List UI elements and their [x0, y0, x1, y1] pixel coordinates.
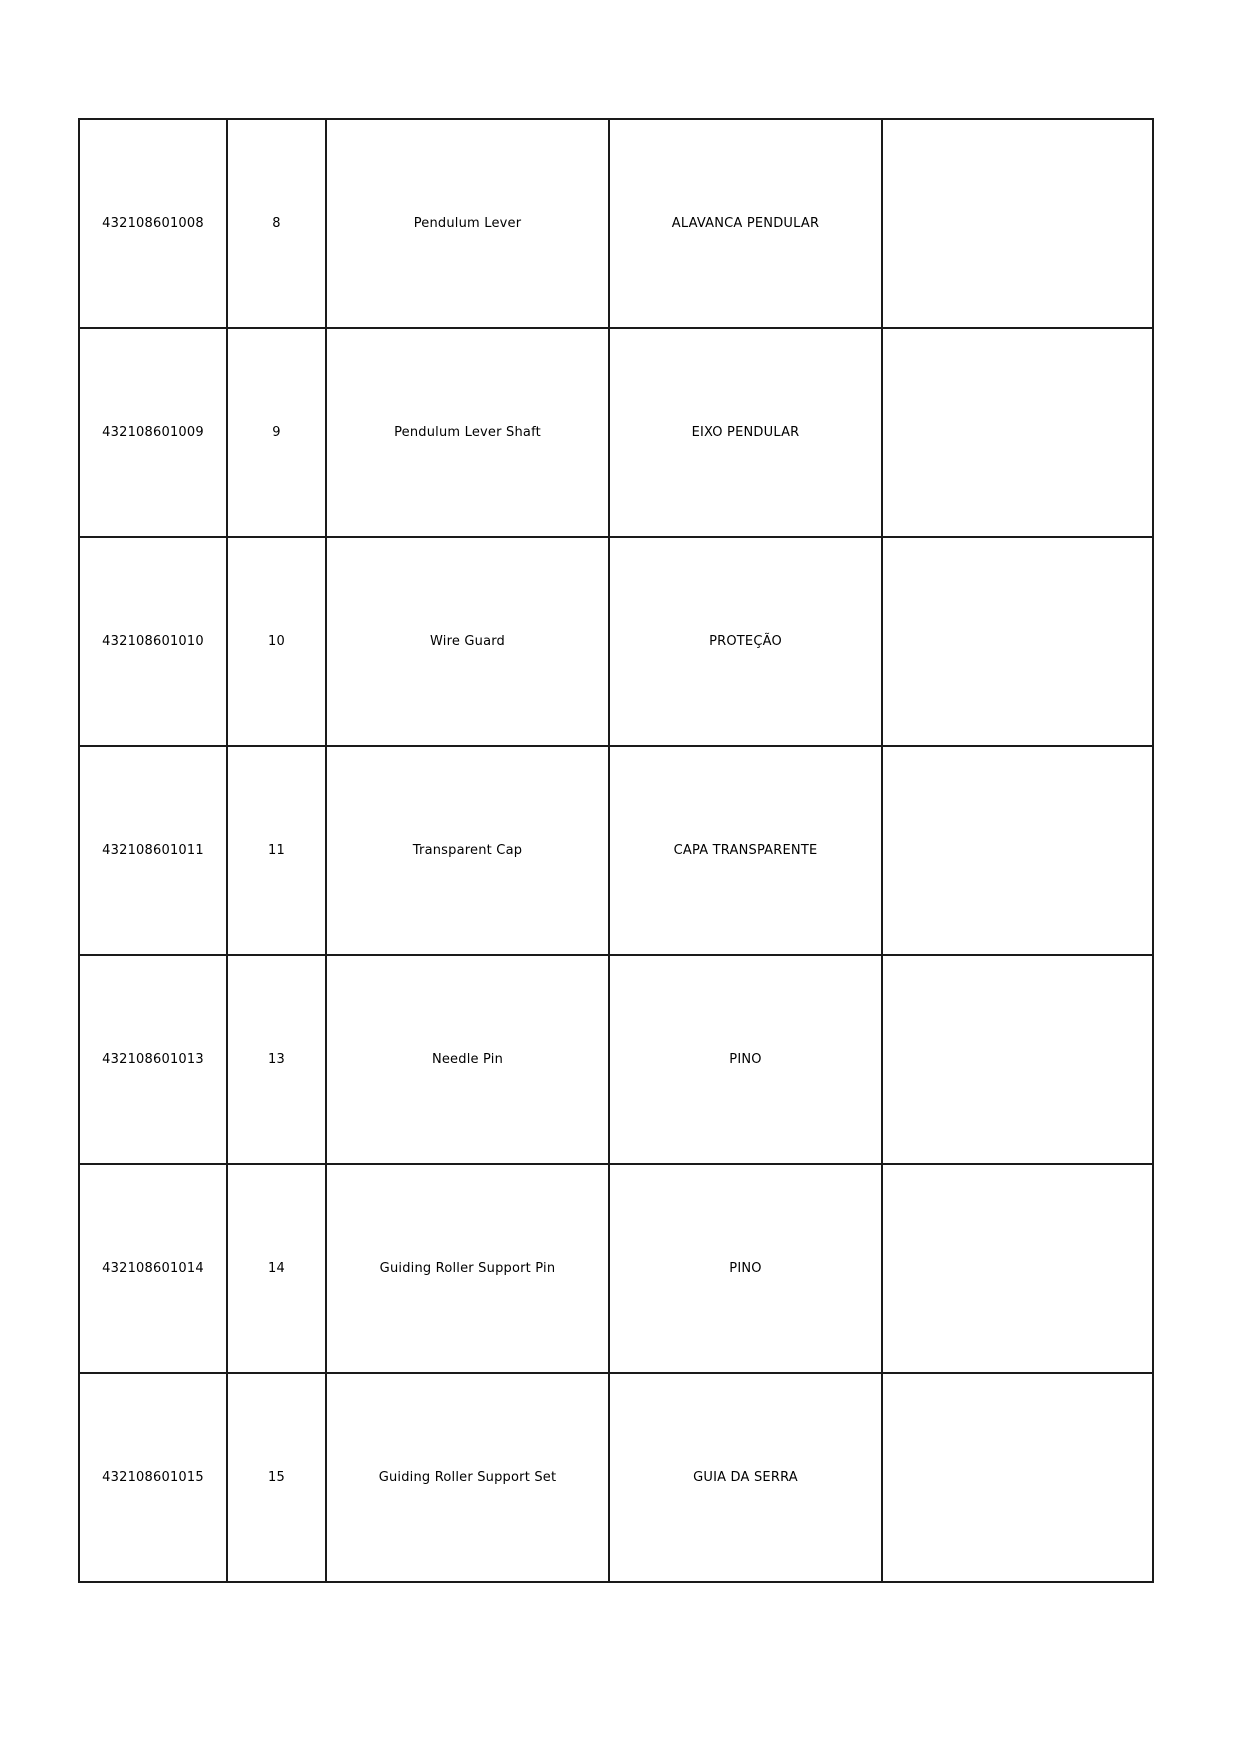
item-number-cell: 15 — [227, 1373, 326, 1582]
image-cell — [882, 746, 1153, 955]
part-number-cell: 432108601010 — [79, 537, 227, 746]
parts-table — [78, 118, 1154, 1583]
item-number-cell: 9 — [227, 328, 326, 537]
name-pt-cell: ALAVANCA PENDULAR — [609, 119, 882, 328]
item-number-cell: 14 — [227, 1164, 326, 1373]
image-cell — [882, 119, 1153, 328]
part-number-cell: 432108601015 — [79, 1373, 227, 1582]
name-pt-cell: EIXO PENDULAR — [609, 328, 882, 537]
item-number-cell: 8 — [227, 119, 326, 328]
image-cell — [882, 1164, 1153, 1373]
item-number-cell: 11 — [227, 746, 326, 955]
table-row — [79, 328, 1153, 537]
name-pt-cell: PINO — [609, 955, 882, 1164]
name-pt-cell: CAPA TRANSPARENTE — [609, 746, 882, 955]
item-number-cell: 10 — [227, 537, 326, 746]
item-number-cell: 13 — [227, 955, 326, 1164]
part-number-cell: 432108601014 — [79, 1164, 227, 1373]
name-pt-cell: PINO — [609, 1164, 882, 1373]
name-en-cell: Wire Guard — [326, 537, 609, 746]
part-number-cell: 432108601008 — [79, 119, 227, 328]
name-en-cell: Guiding Roller Support Set — [326, 1373, 609, 1582]
name-en-cell: Guiding Roller Support Pin — [326, 1164, 609, 1373]
part-number-cell: 432108601013 — [79, 955, 227, 1164]
name-pt-cell: GUIA DA SERRA — [609, 1373, 882, 1582]
name-en-cell: Transparent Cap — [326, 746, 609, 955]
table-row — [79, 955, 1153, 1164]
name-pt-cell: PROTEÇÃO — [609, 537, 882, 746]
name-en-cell: Pendulum Lever Shaft — [326, 328, 609, 537]
table-row — [79, 119, 1153, 328]
table-row — [79, 746, 1153, 955]
part-number-cell: 432108601009 — [79, 328, 227, 537]
table-row — [79, 1164, 1153, 1373]
part-number-cell: 432108601011 — [79, 746, 227, 955]
image-cell — [882, 955, 1153, 1164]
name-en-cell: Pendulum Lever — [326, 119, 609, 328]
table-row — [79, 1373, 1153, 1582]
image-cell — [882, 1373, 1153, 1582]
image-cell — [882, 537, 1153, 746]
table-row — [79, 537, 1153, 746]
image-cell — [882, 328, 1153, 537]
name-en-cell: Needle Pin — [326, 955, 609, 1164]
